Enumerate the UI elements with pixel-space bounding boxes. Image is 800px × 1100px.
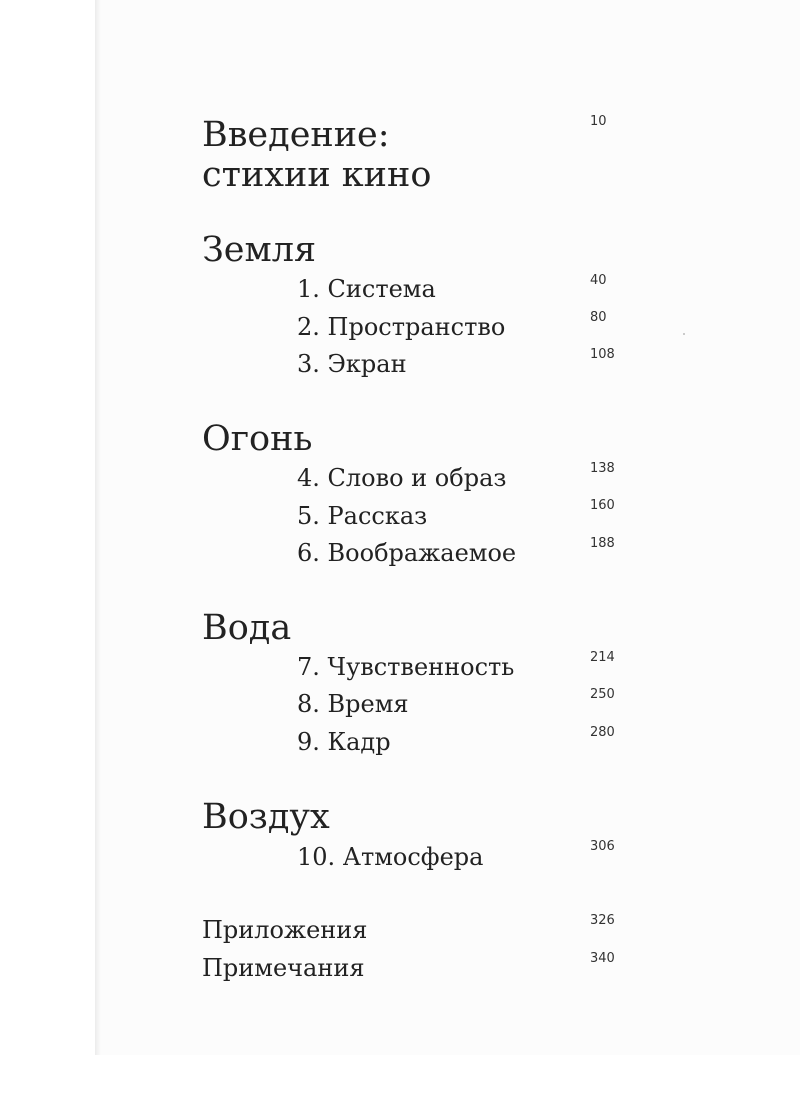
- chapter-1-page: 40: [590, 273, 607, 288]
- intro-title-line2: стихии кино: [202, 155, 432, 195]
- chapter-3-page: 108: [590, 347, 615, 362]
- chapter-8-page: 250: [590, 687, 615, 702]
- chapter-7-label: 7. Чувственность: [297, 653, 515, 681]
- notes-page: 340: [590, 951, 615, 966]
- appendix-page: 326: [590, 913, 615, 928]
- section-title-earth: Земля: [202, 230, 317, 270]
- chapter-7-page: 214: [590, 650, 615, 665]
- chapter-5-page: 160: [590, 498, 615, 513]
- paper-speck: [683, 333, 685, 335]
- section-title-water: Вода: [202, 608, 292, 648]
- chapter-8-label: 8. Время: [297, 690, 409, 718]
- chapter-9-page: 280: [590, 725, 615, 740]
- section-title-fire: Огонь: [202, 419, 313, 459]
- chapter-5-label: 5. Рассказ: [297, 502, 428, 530]
- section-title-air: Воздух: [202, 797, 330, 837]
- intro-page-number: 10: [590, 114, 607, 129]
- chapter-9-label: 9. Кадр: [297, 728, 391, 756]
- notes-label: Примечания: [202, 954, 365, 982]
- chapter-6-page: 188: [590, 536, 615, 551]
- chapter-1-label: 1. Система: [297, 275, 436, 303]
- chapter-10-page: 306: [590, 839, 615, 854]
- chapter-3-label: 3. Экран: [297, 350, 407, 378]
- chapter-4-page: 138: [590, 461, 615, 476]
- appendix-label: Приложения: [202, 916, 368, 944]
- chapter-6-label: 6. Воображаемое: [297, 539, 517, 567]
- chapter-10-label: 10. Атмосфера: [297, 843, 484, 871]
- chapter-2-label: 2. Пространство: [297, 313, 506, 341]
- chapter-2-page: 80: [590, 310, 607, 325]
- chapter-4-label: 4. Слово и образ: [297, 464, 507, 492]
- intro-title-line1: Введение:: [202, 115, 390, 155]
